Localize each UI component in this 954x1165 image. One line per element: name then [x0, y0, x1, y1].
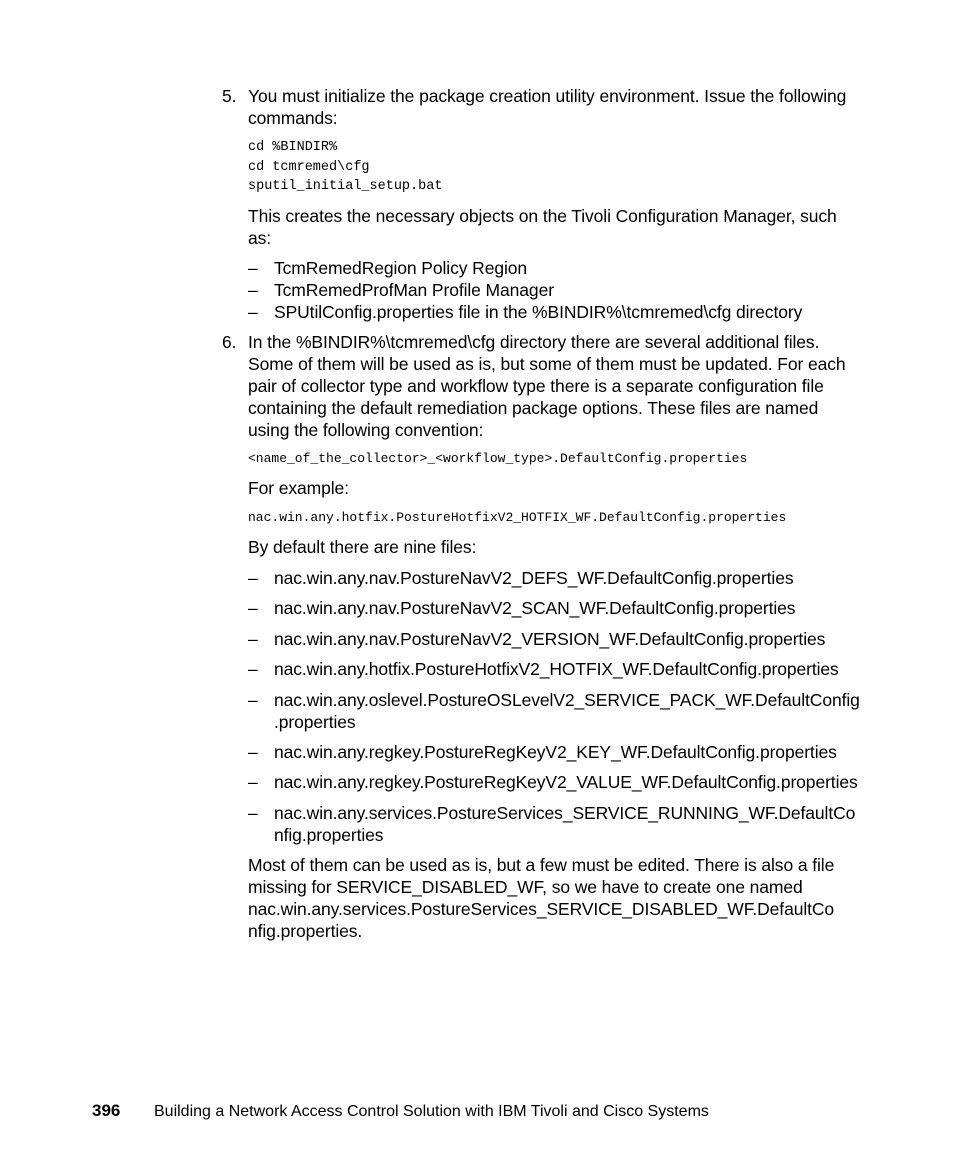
- step-6-intro: In the %BINDIR%\tcmremed\cfg directory there are several additional files. Some of them will be used as is, but some of them must be updated. For each pair of collector type and workflow type there is a separate configuration file containing the default remediation package options. These files are named using the following convention:: [248, 332, 846, 440]
- dash-bullet: –: [248, 280, 258, 300]
- list-item-text: TcmRemedRegion Policy Region: [274, 258, 528, 278]
- list-item: [248, 301, 863, 323]
- dash-bullet: –: [248, 258, 258, 278]
- list-item-text: nac.win.any.nav.PostureNavV2_VERSION_WF.DefaultConfig.properties: [274, 629, 826, 649]
- dash-bullet: –: [248, 690, 258, 710]
- list-item-text: TcmRemedProfMan Profile Manager: [274, 280, 554, 300]
- book-title: Building a Network Access Control Solution with IBM Tivoli and Cisco Systems: [154, 1103, 709, 1120]
- code-line: sputil_initial_setup.bat: [248, 179, 443, 194]
- step-6-number: 6.: [222, 332, 237, 352]
- dash-bullet: –: [248, 742, 258, 762]
- list-item: [248, 597, 863, 619]
- list-item: [248, 628, 863, 650]
- list-item: [248, 257, 863, 279]
- list-item-text: nac.win.any.nav.PostureNavV2_DEFS_WF.DefaultConfig.properties: [274, 568, 794, 588]
- code-line: cd %BINDIR%: [248, 140, 338, 155]
- page-footer: [92, 1100, 709, 1123]
- list-item-text: nac.win.any.regkey.PostureRegKeyV2_VALUE_WF.DefaultConfig.properties: [274, 772, 858, 792]
- list-item-text: nac.win.any.regkey.PostureRegKeyV2_KEY_WF.DefaultConfig.properties: [274, 742, 837, 762]
- step-5-intro: You must initialize the package creation utility environment. Issue the following commands:: [248, 86, 847, 128]
- list-item-text: SPUtilConfig.properties file in the %BINDIR%\tcmremed\cfg directory: [274, 302, 803, 322]
- step-6-closing: Most of them can be used as is, but a few must be edited. There is also a file missing for SERVICE_DISABLED_WF, so we have to create one named nac.win.any.services.PostureServices_SERVICE_DISABLED_WF.DefaultCo nfig.properties.: [248, 855, 835, 941]
- example-label: For example:: [248, 478, 349, 498]
- list-item: [248, 802, 863, 846]
- list-item: [248, 689, 863, 733]
- naming-convention: <name_of_the_collector>_<workflow_type>.DefaultConfig.properties: [248, 451, 748, 466]
- dash-bullet: –: [248, 803, 258, 823]
- list-item-text: nac.win.any.hotfix.PostureHotfixV2_HOTFIX_WF.DefaultConfig.properties: [274, 659, 839, 679]
- dash-bullet: –: [248, 598, 258, 618]
- dash-bullet: –: [248, 568, 258, 588]
- step-5-creates-text: This creates the necessary objects on the Tivoli Configuration Manager, such as:: [248, 206, 837, 248]
- example-filename: nac.win.any.hotfix.PostureHotfixV2_HOTFIX_WF.DefaultConfig.properties: [248, 510, 787, 525]
- dash-bullet: –: [248, 659, 258, 679]
- list-item: [248, 279, 863, 301]
- list-item: [248, 741, 863, 763]
- list-item-text: nac.win.any.nav.PostureNavV2_SCAN_WF.DefaultConfig.properties: [274, 598, 796, 618]
- code-line: cd tcmremed\cfg: [248, 160, 370, 175]
- default-files-label: By default there are nine files:: [248, 537, 477, 557]
- list-item: [248, 658, 863, 680]
- dash-bullet: –: [248, 302, 258, 322]
- list-item: [248, 771, 863, 793]
- list-item-text: nac.win.any.oslevel.PostureOSLevelV2_SERVICE_PACK_WF.DefaultConfig .properties: [274, 690, 860, 732]
- dash-bullet: –: [248, 629, 258, 649]
- list-item-text: nac.win.any.services.PostureServices_SERVICE_RUNNING_WF.DefaultCo nfig.properties: [274, 803, 856, 845]
- step-5-number: 5.: [222, 86, 237, 106]
- page-number: 396: [92, 1101, 121, 1120]
- dash-bullet: –: [248, 772, 258, 792]
- list-item: [248, 567, 863, 589]
